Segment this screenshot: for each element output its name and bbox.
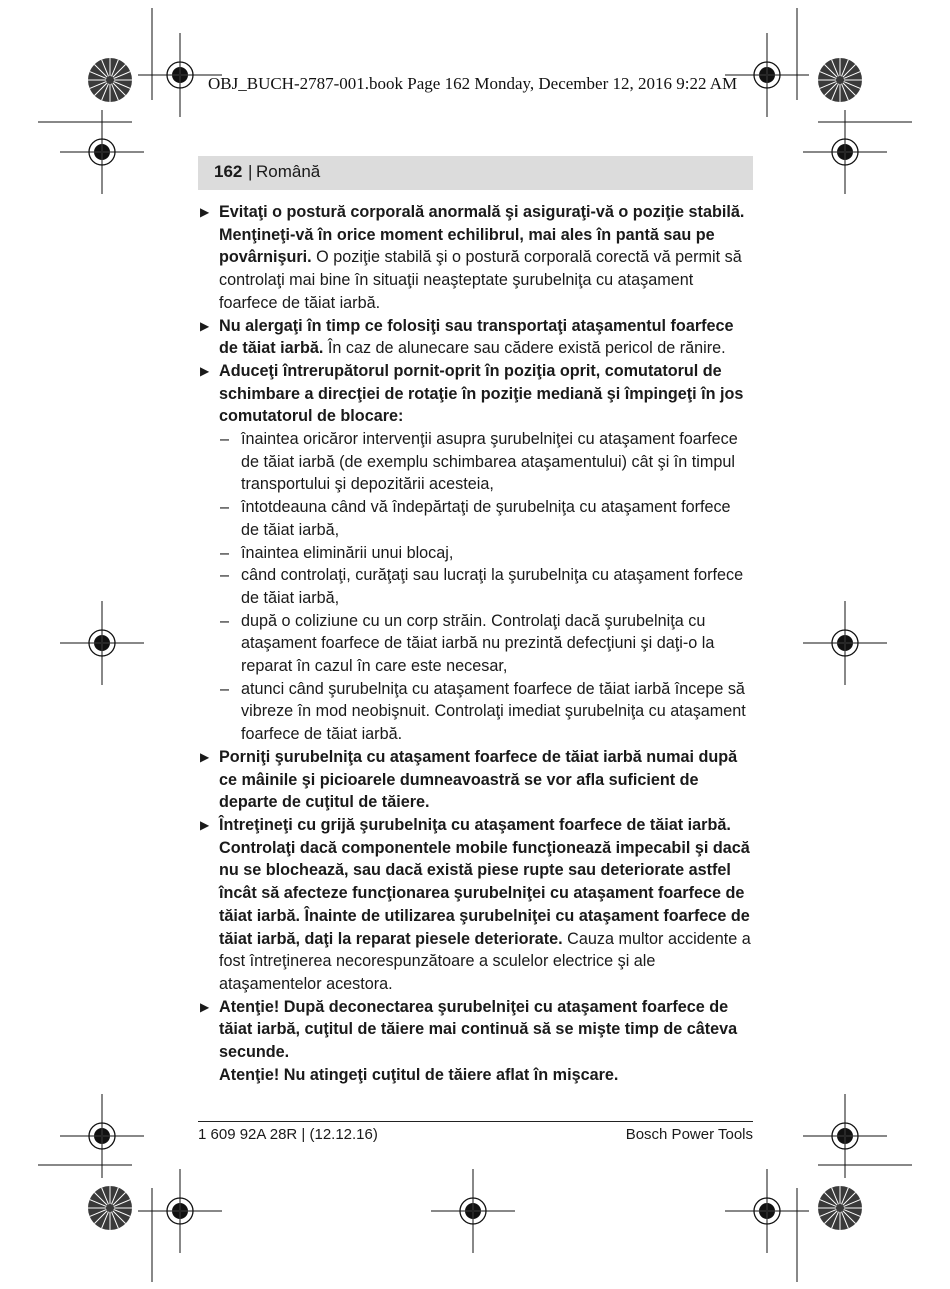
safety-bullet-4: ▶ Porniţi şurubelniţa cu ataşament foarfece de tăiat iarbă numai după ce mâinile şi picioarele dumneavoastră se vor afla suficient de departe de cuţitul de tăiere.	[200, 747, 738, 812]
safety-bullet-5: ▶ Întreţineţi cu grijă şurubelniţa cu ataşament foarfece de tăiat iarbă. Controlaţi dacă componentele mobile funcţionează impecabil şi dacă nu se blochează, sau dacă există piese rupte sau deteriorate astfel încât să afecteze funcţionarea şurubelniţei cu ataşament foarfece de tăiat iarbă. Înainte de utilizarea şurubelniţei cu ataşament foarfece de tăiat iarbă, daţi la reparat piesele deteriorate. Cauza multor accidente a fost întreţinerea necorespunzătoare a sculelor electrice şi ale ataşamentelor acestora.	[200, 815, 751, 993]
safety-bullet-2: ▶ Nu alergaţi în timp ce folosiţi sau transportaţi ataşamentul foarfece de tăiat iarbă. În caz de alunecare sau cădere există pericol de rănire.	[200, 316, 734, 358]
safety-bullet-6: ▶ Atenţie! După deconectarea şurubelniţei cu ataşament foarfece de tăiat iarbă, cuţitul de tăiere mai continuă să se mişte timp de câteva secunde. Atenţie! Nu atingeţi cuţitul de tăiere aflat în mişcare.	[200, 997, 738, 1084]
bullet-triangle-icon: ▶	[200, 363, 210, 378]
footer-rule	[198, 1121, 753, 1122]
bullet-triangle-icon: ▶	[200, 205, 210, 219]
page-header	[198, 156, 753, 190]
page-number: 162	[214, 162, 243, 181]
sub-item: – când controlaţi, curăţaţi sau lucraţi la şurubelniţa cu ataşament forfece de tăiat iarbă,	[220, 566, 744, 607]
header-language: Română	[256, 162, 321, 181]
sub-item: – înaintea oricăror intervenţii asupra şurubelniţei cu ataşament foarfece de tăiat iarbă (de exemplu schimbarea ataşamentului) cât şi în timpul transportului şi depozitării acesteia,	[220, 430, 738, 494]
bullet-triangle-icon: ▶	[200, 999, 210, 1014]
book-file-line: OBJ_BUCH-2787-001.book Page 162 Monday, December 12, 2016 9:22 AM	[208, 74, 738, 93]
footer-brand: Bosch Power Tools	[625, 1126, 753, 1143]
footer-code: 1 609 92A 28R | (12.12.16)	[198, 1126, 378, 1143]
bullet-triangle-icon: ▶	[200, 749, 210, 764]
sub-item: – întotdeauna când vă îndepărtaţi de şurubelniţa cu ataşament forfece de tăiat iarbă,	[220, 498, 731, 539]
bullet-triangle-icon: ▶	[200, 318, 210, 333]
header-separator: |	[248, 162, 253, 181]
safety-bullet-1: ▶ Evitaţi o postură corporală anormală şi asiguraţi-vă o poziţie stabilă. Menţineţi-vă în orice moment echilibrul, mai ales în pantă sau pe povârnişuri. O poziţie stabilă şi o postură corporală corectă vă permit să controlaţi mai bine în situaţii neaşteptate şurubelniţa cu ataşament foarfece de tăiat iarbă.	[200, 203, 745, 312]
sub-item: – înaintea eliminării unui blocaj,	[220, 543, 454, 562]
sub-item: – atunci când şurubelniţa cu ataşament foarfece de tăiat iarbă începe să vibreze în mod neobişnuit. Controlaţi imediat şurubelniţa cu ataşament foarfece de tăiat iarbă.	[220, 679, 746, 744]
bullet-triangle-icon: ▶	[200, 817, 210, 832]
sub-item: – după o coliziune cu un corp străin. Controlaţi dacă şurubelniţa cu ataşament foarfece de tăiat iarbă nu prezintă defecţiuni şi daţi-o la reparat în cazul în care este necesar,	[220, 611, 715, 676]
warning-extra: Atenţie! Nu atingeţi cuţitul de tăiere aflat în mişcare.	[219, 1065, 619, 1084]
safety-bullet-3: ▶ Aduceţi întrerupătorul pornit-oprit în poziţia oprit, comutatorul de schimbare a direcţiei de rotaţie în poziţie mediană şi împingeţi în jos comutatorul de blocare:	[200, 361, 744, 426]
page-content	[198, 201, 753, 1086]
